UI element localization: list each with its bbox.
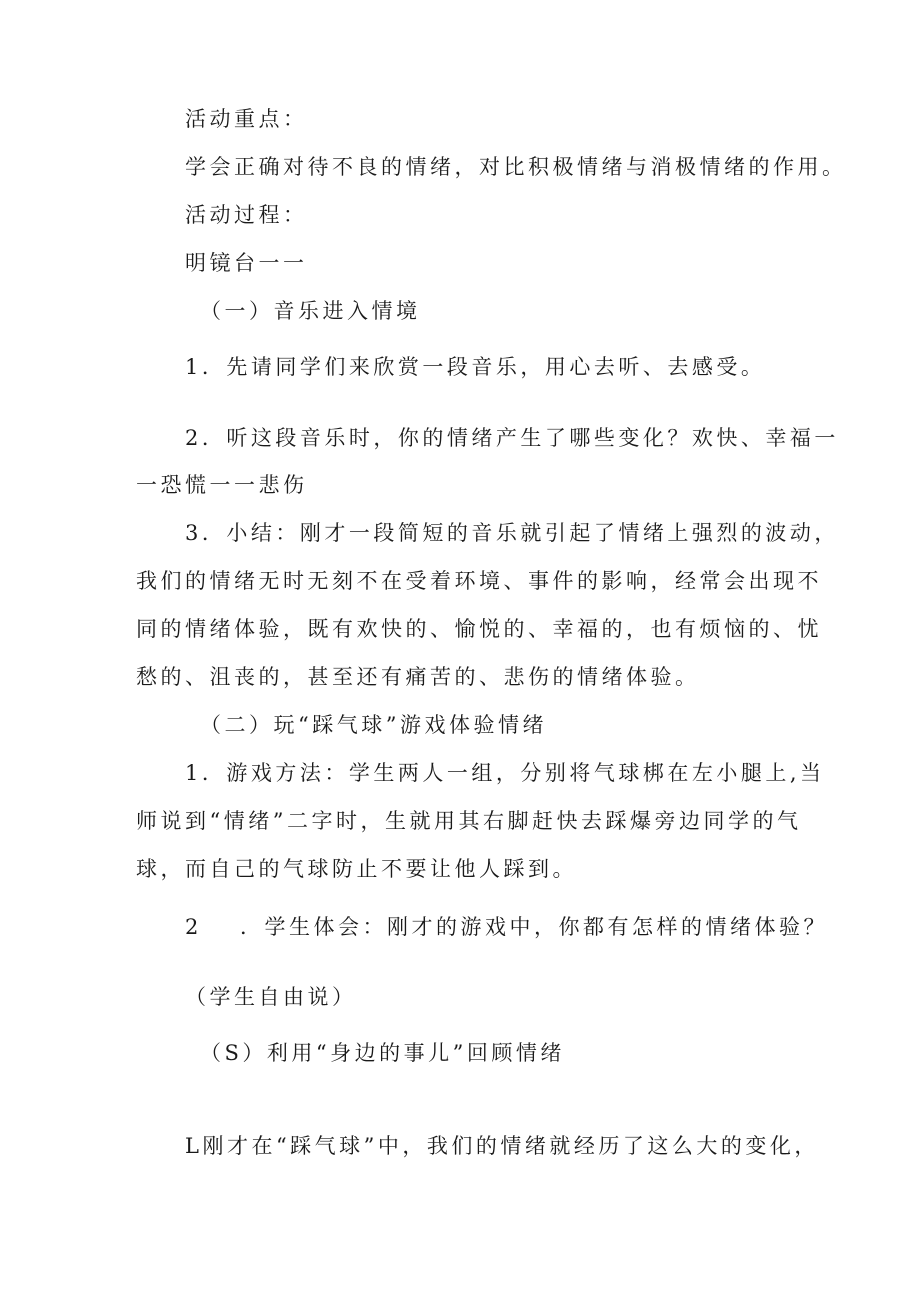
section2-item1-line3: 球，而自己的气球防止不要让他人踩到。 (136, 857, 577, 881)
section2-item2-number: 2 (185, 915, 202, 939)
section2-item1-line2: 师说到“情绪”二字时，生就用其右脚赶快去踩爆旁边同学的气 (136, 809, 802, 833)
key-points-heading: 活动重点： (185, 107, 308, 131)
section2-title: （二）玩“踩气球”游戏体验情绪 (200, 713, 547, 737)
section1-item3-line3: 同的情绪体验，既有欢快的、愉悦的、幸福的，也有烦恼的、忧 (136, 617, 822, 641)
section2-item2-note: （学生自由说） (185, 985, 357, 1009)
mirror-stage-heading: 明镜台一一 (185, 251, 308, 275)
section1-title: （一）音乐进入情境 (200, 299, 421, 323)
process-heading: 活动过程： (185, 203, 308, 227)
section1-item3-line1: 3．小结：刚才一段简短的音乐就引起了情绪上强烈的波动， (185, 521, 839, 545)
section2-item2-text: ．学生体会：刚才的游戏中，你都有怎样的情绪体验？ (240, 915, 828, 939)
key-points-text: 学会正确对待不良的情绪，对比积极情绪与消极情绪的作用。 (185, 155, 847, 179)
section1-item2-line2: 一恐慌一一悲伤 (136, 473, 308, 497)
section1-item3-line4: 愁的、沮丧的，甚至还有痛苦的、悲伤的情绪体验。 (136, 665, 700, 689)
section3-title: （S）利用“身边的事儿”回顾情绪 (200, 1041, 565, 1065)
section3-item1: L刚才在“踩气球”中，我们的情绪就经历了这么大的变化， (185, 1134, 819, 1158)
section1-item2-line1: 2．听这段音乐时，你的情绪产生了哪些变化？欢快、幸福一 (185, 426, 839, 450)
section1-item1: 1．先请同学们来欣赏一段音乐，用心去听、去感受。 (185, 355, 766, 379)
section1-item3-line2: 我们的情绪无时无刻不在受着环境、事件的影响，经常会出现不 (136, 569, 822, 593)
section2-item1-line1: 1．游戏方法：学生两人一组，分别将气球梆在左小腿上,当 (185, 761, 825, 785)
